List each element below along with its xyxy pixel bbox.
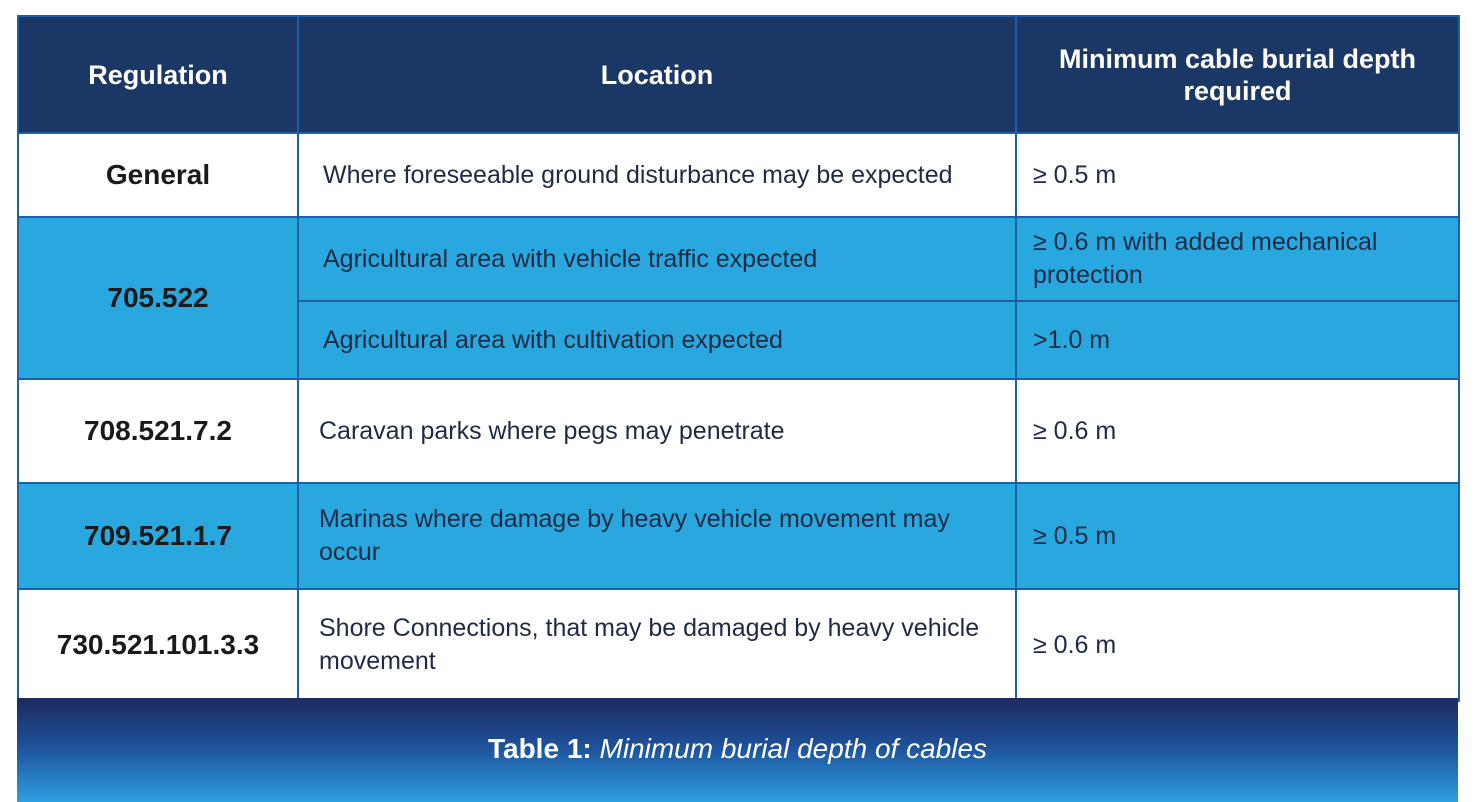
table-header-row — [18, 16, 1459, 133]
table-row — [18, 133, 1459, 217]
location-cell: Caravan parks where pegs may penetrate — [298, 379, 1016, 483]
location-cell: Shore Connections, that may be damaged by heavy vehicle movement — [298, 589, 1016, 701]
table-row — [18, 379, 1459, 483]
caption-label: Table 1: — [487, 733, 592, 764]
header-depth — [1016, 16, 1459, 133]
header-depth-label: Minimum cable burial depth required — [1058, 43, 1417, 106]
header-location: Location — [298, 16, 1016, 133]
caption-text: Minimum burial depth of cables — [599, 733, 988, 764]
location-cell: Agricultural area with cultivation expected — [298, 301, 1016, 379]
regulation-cell: General — [18, 133, 298, 217]
depth-cell: ≥ 0.6 m — [1016, 589, 1459, 701]
location-cell: Marinas where damage by heavy vehicle movement may occur — [298, 483, 1016, 589]
burial-depth-table — [17, 15, 1460, 702]
regulation-cell: 709.521.1.7 — [18, 483, 298, 589]
regulation-cell: 705.522 — [18, 217, 298, 379]
depth-cell: ≥ 0.5 m — [1016, 133, 1459, 217]
caption-band — [17, 698, 1458, 802]
table-frame — [17, 15, 1458, 802]
table-row — [18, 217, 1459, 301]
regulation-cell: 730.521.101.3.3 — [18, 589, 298, 701]
regulation-cell: 708.521.7.2 — [18, 379, 298, 483]
depth-cell: ≥ 0.6 m with added mechanical protection — [1016, 217, 1459, 301]
table-row — [18, 589, 1459, 701]
table-caption — [488, 733, 987, 765]
location-cell: Agricultural area with vehicle traffic expected — [298, 217, 1016, 301]
depth-cell: ≥ 0.6 m — [1016, 379, 1459, 483]
table-row — [18, 483, 1459, 589]
depth-cell: ≥ 0.5 m — [1016, 483, 1459, 589]
header-regulation: Regulation — [18, 16, 298, 133]
depth-cell: >1.0 m — [1016, 301, 1459, 379]
location-cell: Where foreseeable ground disturbance may be expected — [298, 133, 1016, 217]
